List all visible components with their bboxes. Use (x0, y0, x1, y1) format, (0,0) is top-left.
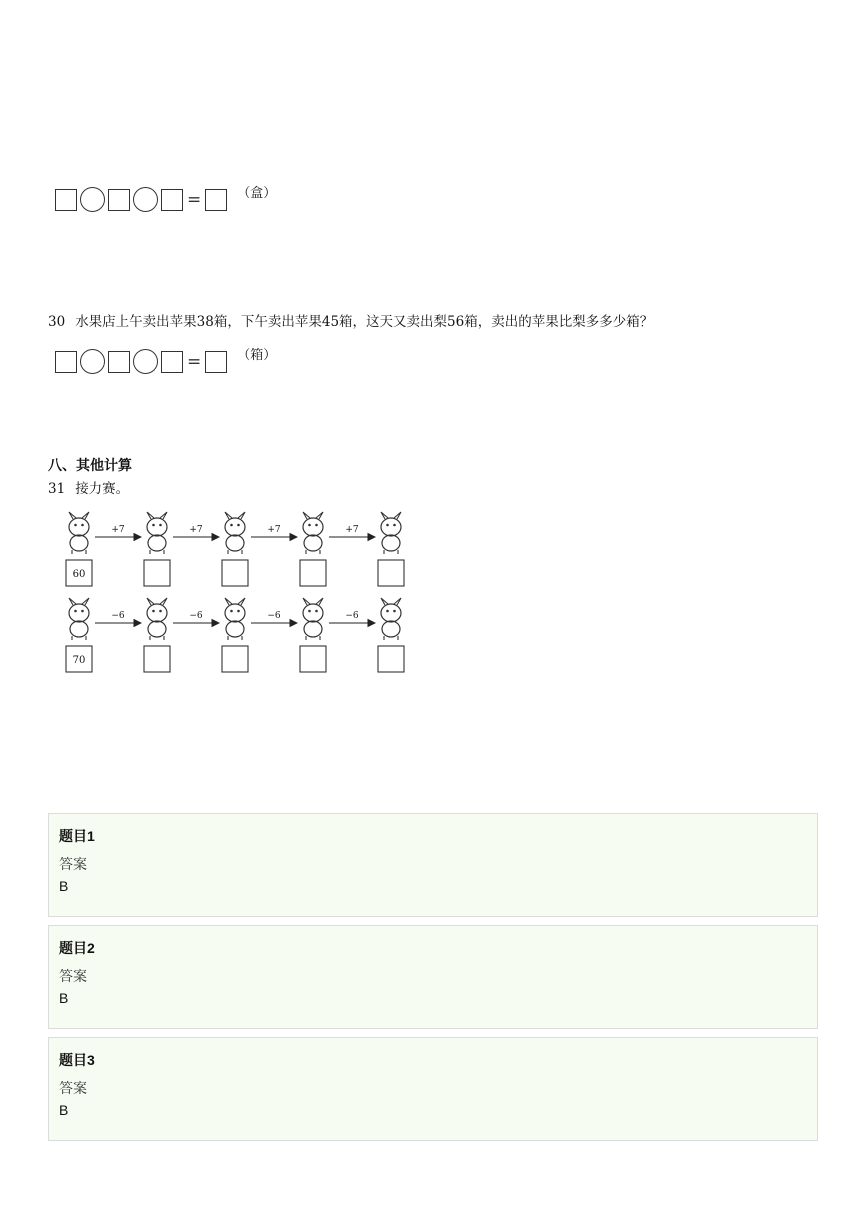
answer-value: B (59, 1102, 69, 1118)
section-heading: 八、其他计算 (48, 458, 132, 474)
unit-label: （箱） (237, 348, 277, 363)
relay-start-value: 60 (72, 569, 86, 580)
relay-start-value: 70 (72, 655, 86, 666)
question-text: 接力赛。 (75, 481, 130, 497)
relay-answer-box[interactable] (378, 646, 404, 672)
relay-row-add (66, 512, 404, 586)
answer-label: 答案 (59, 968, 87, 984)
answer-box[interactable] (55, 189, 77, 211)
operator-circle[interactable] (133, 349, 158, 374)
relay-answer-box[interactable] (144, 560, 170, 586)
question-text: 水果店上午卖出苹果38箱，下午卖出苹果45箱，这天又卖出梨56箱，卖出的苹果比梨多多少箱？ (75, 314, 654, 330)
answer-panel (48, 813, 818, 917)
elephant-icon (69, 512, 89, 554)
relay-operation-label: −6 (189, 611, 203, 621)
relay-operation-label: +7 (189, 525, 203, 535)
answer-value: B (59, 878, 69, 894)
bird-icon (381, 512, 401, 554)
operator-circle[interactable] (133, 187, 158, 212)
relay-answer-box[interactable] (222, 560, 248, 586)
result-box[interactable] (205, 351, 227, 373)
fox-icon (303, 512, 323, 554)
unit-label: （盒） (237, 186, 277, 201)
equals-sign: = (187, 189, 202, 210)
deer-icon (381, 598, 401, 640)
relay-answer-box[interactable] (144, 646, 170, 672)
relay-operation-label: +7 (111, 525, 125, 535)
answer-panel (48, 1037, 818, 1141)
equation-template-boxes (55, 349, 276, 374)
relay-operation-label: −6 (111, 611, 125, 621)
answer-title: 题目2 (59, 940, 95, 956)
cat-icon (147, 512, 167, 554)
answer-box[interactable] (161, 189, 183, 211)
question-31 (48, 477, 129, 497)
relay-operation-label: −6 (345, 611, 359, 621)
answer-box[interactable] (108, 351, 130, 373)
operator-circle[interactable] (80, 349, 105, 374)
answer-title: 题目1 (59, 828, 95, 844)
elephant-icon (225, 512, 245, 554)
result-box[interactable] (205, 189, 227, 211)
monkey-icon (147, 598, 167, 640)
answer-value: B (59, 990, 69, 1006)
answer-title: 题目3 (59, 1052, 95, 1068)
equation-template-boxes (55, 187, 276, 212)
question-number: 31 (48, 481, 66, 497)
relay-answer-box[interactable] (300, 560, 326, 586)
relay-operation-label: −6 (267, 611, 281, 621)
answer-label: 答案 (59, 1080, 87, 1096)
mouse-icon (225, 598, 245, 640)
relay-row-subtract (66, 598, 404, 672)
cow-icon (69, 598, 89, 640)
answer-box[interactable] (161, 351, 183, 373)
relay-answer-box[interactable] (300, 646, 326, 672)
relay-answer-box[interactable] (378, 560, 404, 586)
squirrel-icon (303, 598, 323, 640)
relay-race-figure (55, 505, 425, 675)
answer-panel (48, 925, 818, 1029)
answer-box[interactable] (108, 189, 130, 211)
relay-operation-label: +7 (267, 525, 281, 535)
operator-circle[interactable] (80, 187, 105, 212)
relay-operation-label: +7 (345, 525, 359, 535)
question-number: 30 (48, 314, 66, 330)
question-30 (48, 310, 653, 330)
equals-sign: = (187, 351, 202, 372)
relay-answer-box[interactable] (222, 646, 248, 672)
answer-label: 答案 (59, 856, 87, 872)
answer-box[interactable] (55, 351, 77, 373)
